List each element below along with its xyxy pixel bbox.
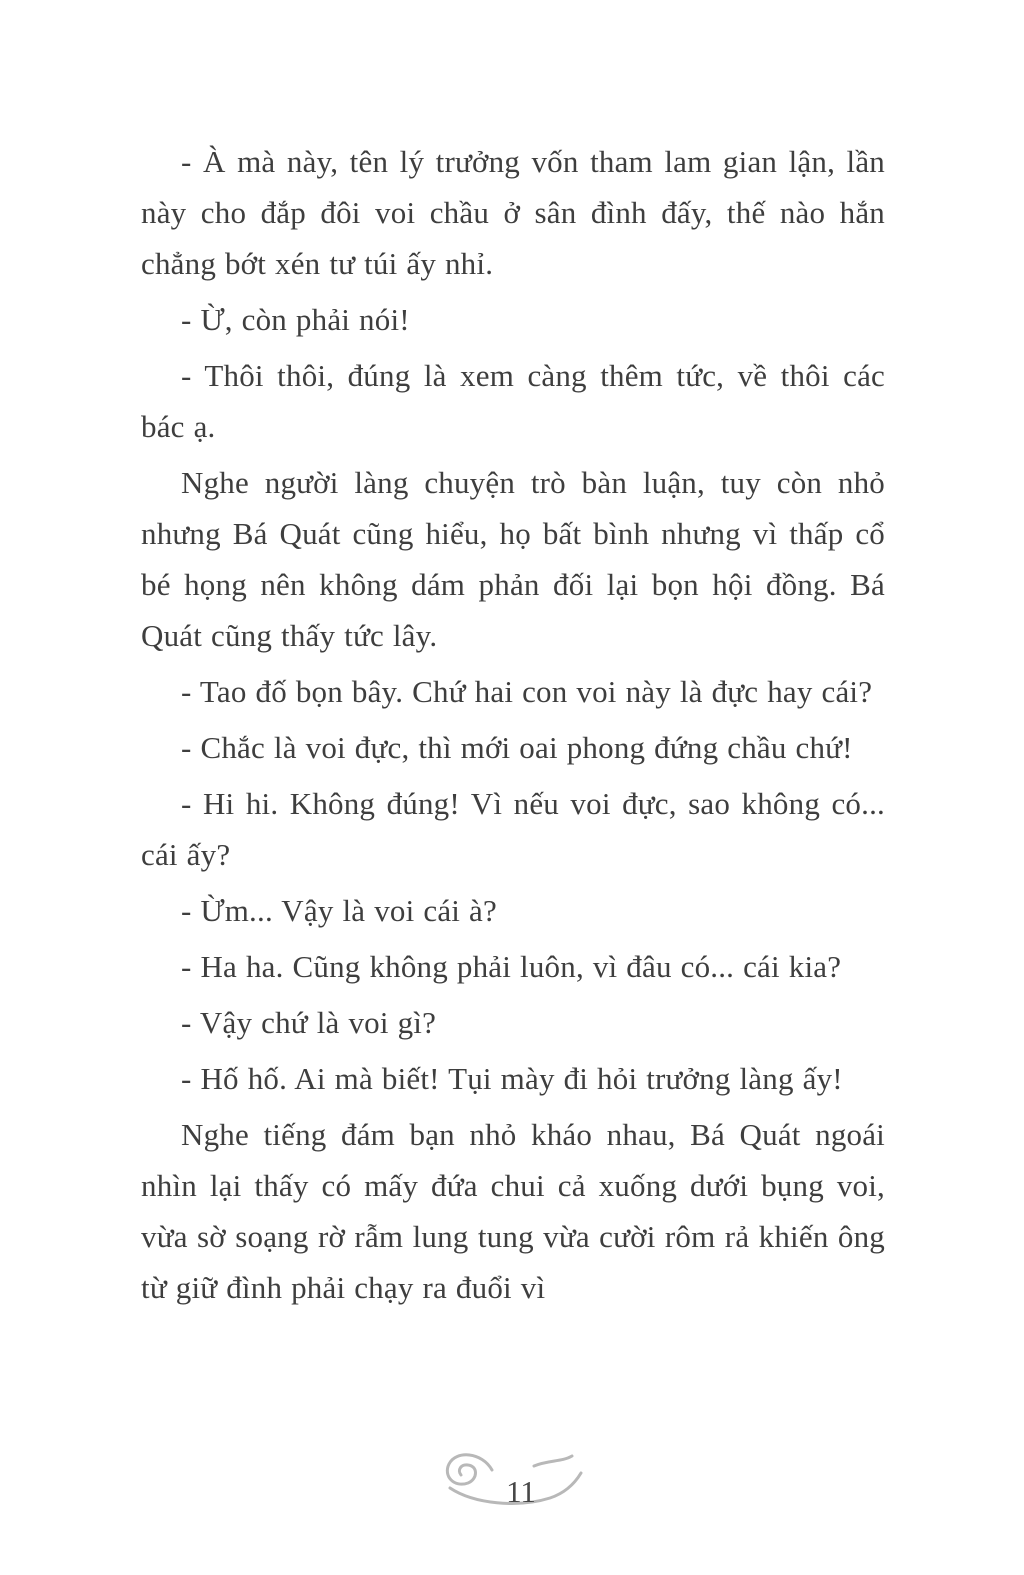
paragraph: - Chắc là voi đực, thì mới oai phong đứng chầu chứ!	[181, 730, 853, 765]
page-footer	[422, 1436, 602, 1526]
paragraph: Nghe tiếng đám bạn nhỏ kháo nhau, Bá Quát ngoái nhìn lại thấy có mấy đứa chui cả xuống dưới bụng voi, vừa sờ soạng rờ rẫm lung tung vừa cười rôm rả khiến ông từ giữ đình phải chạy ra đuổi vì	[141, 1117, 885, 1305]
paragraph: - Ừ, còn phải nói!	[181, 302, 410, 337]
paragraph: - Tao đố bọn bây. Chứ hai con voi này là đực hay cái?	[181, 674, 873, 709]
paragraph: - Ừm... Vậy là voi cái à?	[181, 893, 497, 928]
paragraph: - Hố hố. Ai mà biết! Tụi mày đi hỏi trưởng làng ấy!	[181, 1061, 843, 1096]
text-block	[141, 136, 885, 1318]
paragraph: - Vậy chứ là voi gì?	[181, 1005, 437, 1040]
page-number: 11	[506, 1474, 536, 1509]
paragraph: - Thôi thôi, đúng là xem càng thêm tức, về thôi các bác ạ.	[141, 358, 885, 444]
paragraph: - Hi hi. Không đúng! Vì nếu voi đực, sao không có... cái ấy?	[141, 786, 885, 872]
paragraph: - Ha ha. Cũng không phải luôn, vì đâu có... cái kia?	[181, 949, 842, 984]
paragraph: Nghe người làng chuyện trò bàn luận, tuy còn nhỏ nhưng Bá Quát cũng hiểu, họ bất bình nhưng vì thấp cổ bé họng nên không dám phản đối lại bọn hội đồng. Bá Quát cũng thấy tức lây.	[141, 465, 885, 653]
paragraph: - À mà này, tên lý trưởng vốn tham lam gian lận, lần này cho đắp đôi voi chầu ở sân đình đấy, thế nào hắn chẳng bớt xén tư túi ấy nhỉ.	[141, 144, 885, 281]
